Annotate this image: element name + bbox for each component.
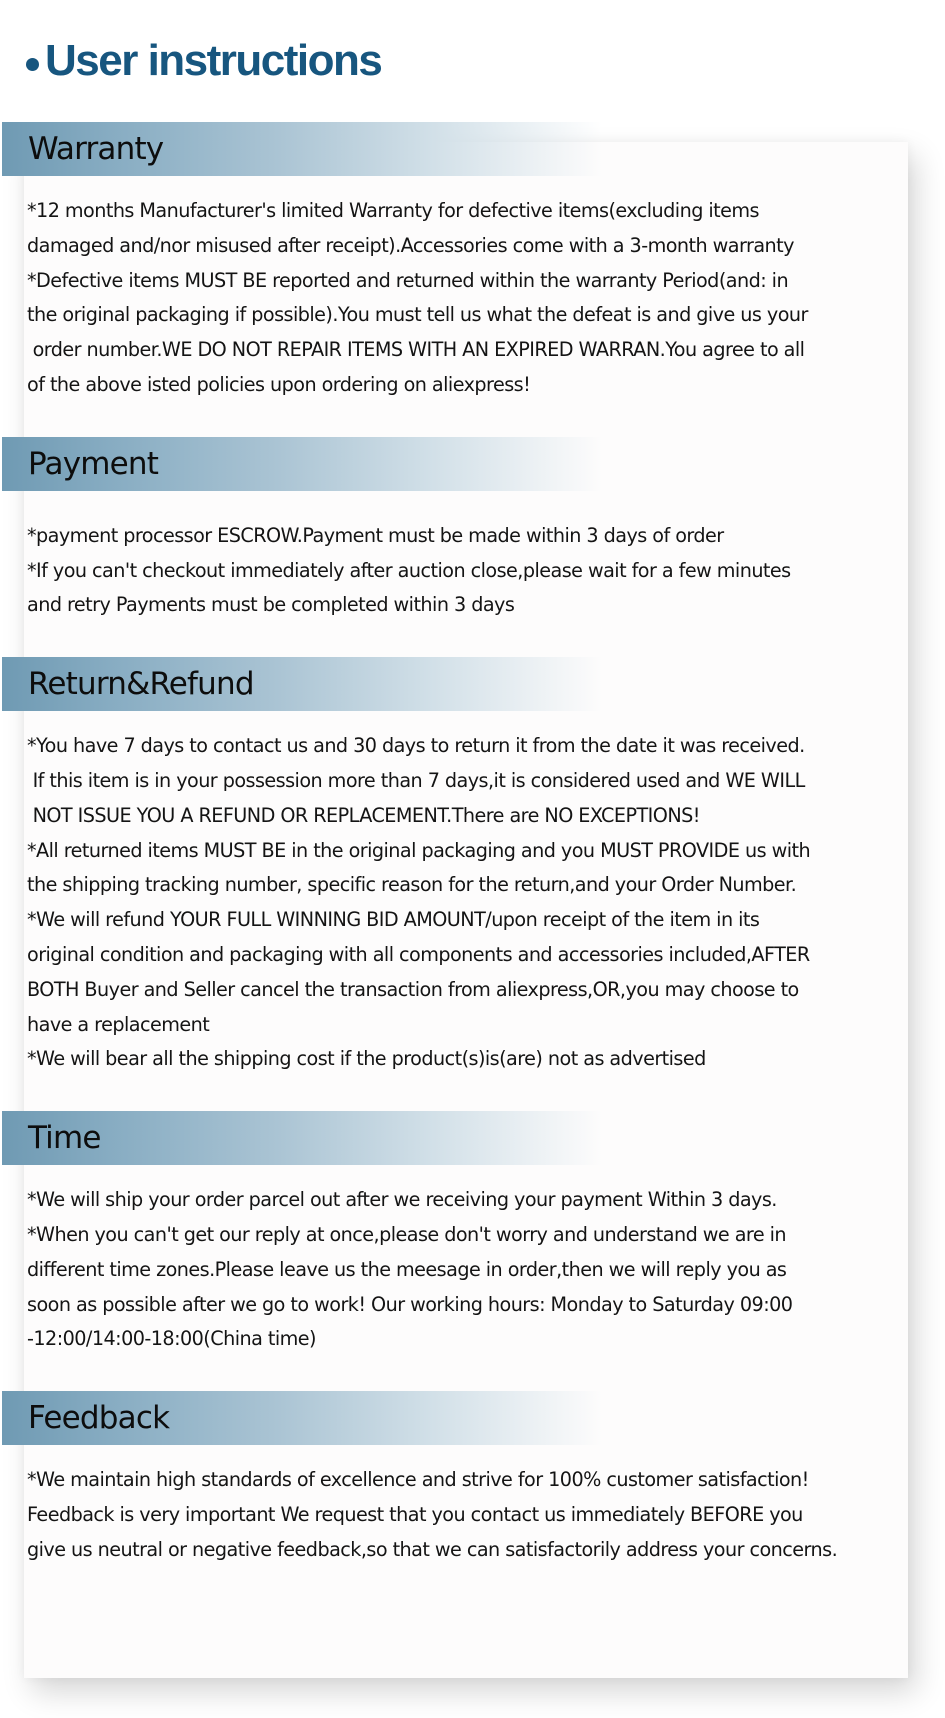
- text-line: and retry Payments must be completed within 3 days: [27, 593, 515, 617]
- section-header-payment: [2, 437, 602, 491]
- text-line: *We maintain high standards of excellence and strive for 100% customer satisfaction!: [27, 1468, 809, 1492]
- page-title-text: User instructions: [45, 36, 382, 85]
- text-line: NOT ISSUE YOU A REFUND OR REPLACEMENT.There are NO EXCEPTIONS!: [27, 803, 700, 827]
- section-body-warranty: [27, 194, 917, 403]
- section-heading: Time: [28, 1120, 101, 1157]
- text-line: Feedback is very important We request that you contact us immediately BEFORE you: [27, 1502, 803, 1526]
- text-line: *We will refund YOUR FULL WINNING BID AMOUNT/upon receipt of the item in its: [27, 908, 760, 932]
- section-feedback: [0, 1391, 945, 1567]
- page-title: [0, 0, 945, 92]
- section-heading: Feedback: [28, 1400, 170, 1437]
- text-line: *When you can't get our reply at once,please don't worry and understand we are in: [27, 1222, 787, 1246]
- text-line: different time zones.Please leave us the meesage in order,then we will reply you as: [27, 1257, 787, 1281]
- text-line: *We will bear all the shipping cost if the product(s)is(are) not as advertised: [27, 1047, 706, 1071]
- text-line: *All returned items MUST BE in the original packaging and you MUST PROVIDE us with: [27, 838, 811, 862]
- section-heading: Return&Refund: [28, 666, 254, 703]
- content-area: [0, 92, 945, 1718]
- text-line: *We will ship your order parcel out after we receiving your payment Within 3 days.: [27, 1188, 777, 1212]
- section-body-return-refund: [27, 729, 917, 1077]
- section-body-time: [27, 1183, 917, 1357]
- section-heading: Warranty: [28, 131, 164, 167]
- bullet-icon: [26, 58, 39, 71]
- text-line: *You have 7 days to contact us and 30 days to return it from the date it was received.: [27, 734, 805, 758]
- text-line: soon as possible after we go to work! Our working hours: Monday to Saturday 09:00: [27, 1292, 793, 1316]
- section-header-warranty: [2, 122, 602, 176]
- section-header-feedback: [2, 1391, 602, 1445]
- text-line: *payment processor ESCROW.Payment must be made within 3 days of order: [27, 523, 724, 547]
- section-heading: Payment: [28, 445, 159, 482]
- text-line: order number.WE DO NOT REPAIR ITEMS WITH AN EXPIRED WARRAN.You agree to all: [27, 338, 805, 362]
- text-line: the shipping tracking number, specific reason for the return,and your Order Number.: [27, 873, 797, 897]
- text-line: original condition and packaging with all components and accessories included,AFTER: [27, 942, 810, 966]
- text-line: *12 months Manufacturer's limited Warranty for defective items(excluding items: [27, 199, 759, 222]
- section-body-feedback: [27, 1463, 917, 1567]
- text-line: BOTH Buyer and Seller cancel the transaction from aliexpress,OR,you may choose to: [27, 977, 799, 1001]
- text-line: *Defective items MUST BE reported and returned within the warranty Period(and: in: [27, 268, 789, 292]
- section-header-return-refund: [2, 657, 602, 711]
- text-line: If this item is in your possession more than 7 days,it is considered used and WE WILL: [27, 768, 805, 792]
- section-return-refund: [0, 657, 945, 1077]
- section-body-payment: [27, 519, 917, 623]
- card-bottom-space: [0, 1568, 945, 1658]
- text-line: give us neutral or negative feedback,so that we can satisfactorily address your concerns.: [27, 1537, 838, 1561]
- text-line: have a replacement: [27, 1012, 210, 1036]
- section-time: [0, 1111, 945, 1357]
- section-payment: [0, 437, 945, 623]
- section-warranty: [0, 122, 945, 403]
- text-line: -12:00/14:00-18:00(China time): [27, 1327, 316, 1351]
- text-line: the original packaging if possible).You must tell us what the defeat is and give us your: [27, 303, 808, 327]
- text-line: damaged and/nor misused after receipt).Accessories come with a 3-month warranty: [27, 233, 794, 257]
- text-line: of the above isted policies upon ordering on aliexpress!: [27, 372, 531, 396]
- text-line: *If you can't checkout immediately after auction close,please wait for a few minutes: [27, 558, 791, 582]
- section-header-time: [2, 1111, 602, 1165]
